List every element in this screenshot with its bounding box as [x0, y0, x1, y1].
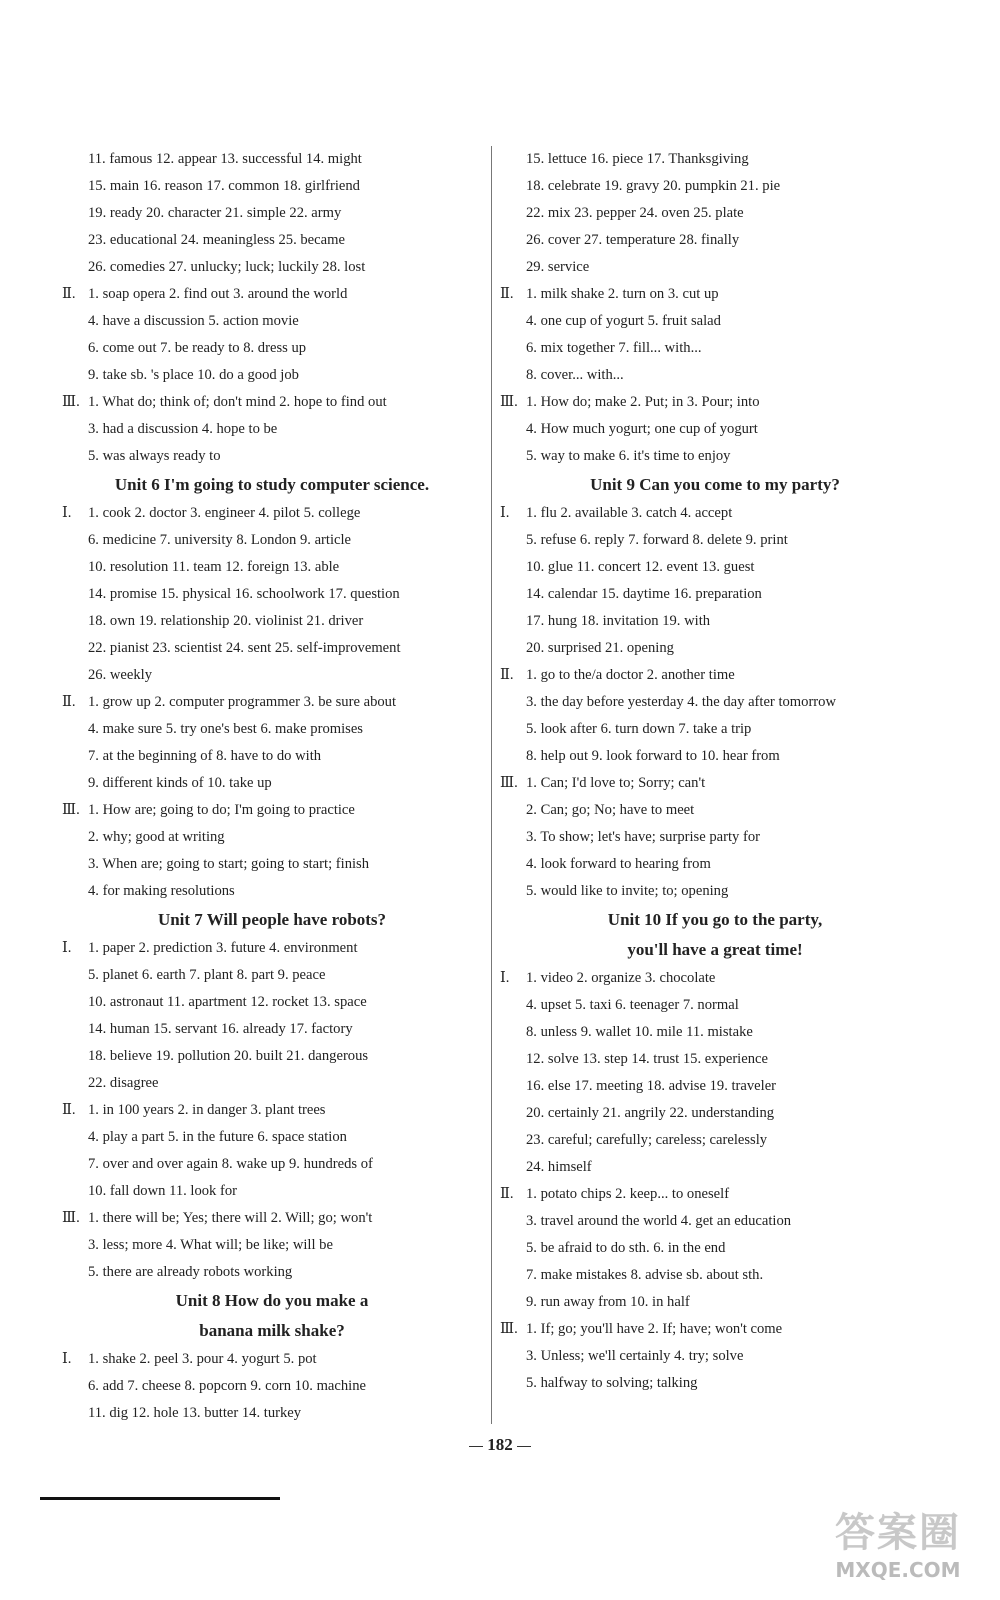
section-numeral: Ⅰ. [62, 940, 72, 956]
answer-line: 26. cover 27. temperature 28. finally [526, 232, 740, 248]
right-answer-column [500, 146, 930, 1397]
page-number-dash-right [517, 1446, 531, 1447]
section-line [62, 797, 482, 824]
section-line [62, 500, 482, 527]
answer-line: 24. himself [526, 1159, 592, 1175]
answer-text: 1. potato chips 2. keep... to oneself [526, 1186, 730, 1202]
answer-line: 10. fall down 11. look for [88, 1183, 238, 1199]
answer-line: 18. celebrate 19. gravy 20. pumpkin 21. pie [526, 178, 781, 194]
answer-line: 14. calendar 15. daytime 16. preparation [526, 586, 762, 602]
section-line [500, 770, 930, 797]
answer-text: 1. flu 2. available 3. catch 4. accept [526, 505, 733, 521]
answer-line: 5. there are already robots working [88, 1264, 293, 1280]
footer-rule [40, 1497, 280, 1500]
answer-line: 5. was always ready to [88, 448, 221, 464]
answer-line: 22. pianist 23. scientist 24. sent 25. self-improvement [88, 640, 401, 656]
answer-line: 5. way to make 6. it's time to enjoy [526, 448, 731, 464]
section-numeral: Ⅲ. [500, 775, 518, 791]
answer-text: 1. paper 2. prediction 3. future 4. environment [88, 940, 358, 956]
section-numeral: Ⅲ. [62, 802, 80, 818]
section-numeral: Ⅰ. [500, 505, 510, 521]
section-line [500, 281, 930, 308]
section-numeral: Ⅲ. [500, 394, 518, 410]
answer-text: 1. grow up 2. computer programmer 3. be sure about [88, 694, 397, 710]
answer-text: 1. go to the/a doctor 2. another time [526, 667, 735, 683]
answer-line: 15. lettuce 16. piece 17. Thanksgiving [526, 151, 749, 167]
answer-line: 18. believe 19. pollution 20. built 21. dangerous [88, 1048, 369, 1064]
section-line [62, 389, 482, 416]
answer-text: 1. video 2. organize 3. chocolate [526, 970, 716, 986]
answer-line: 8. cover... with... [526, 367, 624, 383]
answer-line: 9. run away from 10. in half [526, 1294, 690, 1310]
section-line [500, 662, 930, 689]
section-numeral: Ⅲ. [62, 394, 80, 410]
answer-line: 19. ready 20. character 21. simple 22. army [88, 205, 342, 221]
answer-line: 4. upset 5. taxi 6. teenager 7. normal [526, 997, 739, 1013]
answer-line: 3. travel around the world 4. get an education [526, 1213, 792, 1229]
answer-line: 7. make mistakes 8. advise sb. about sth. [526, 1267, 764, 1283]
answer-line: 6. medicine 7. university 8. London 9. article [88, 532, 352, 548]
answer-line: 10. resolution 11. team 12. foreign 13. able [88, 559, 340, 575]
answer-line: 23. educational 24. meaningless 25. became [88, 232, 345, 248]
section-numeral: Ⅱ. [62, 1102, 76, 1118]
answer-line: 18. own 19. relationship 20. violinist 21. driver [88, 613, 364, 629]
answer-line: 2. why; good at writing [88, 829, 225, 845]
watermark-logo-text: 答案圈 [835, 1510, 961, 1556]
answer-line: 12. solve 13. step 14. trust 15. experience [526, 1051, 768, 1067]
answer-line: 5. be afraid to do sth. 6. in the end [526, 1240, 726, 1256]
answer-text: 1. cook 2. doctor 3. engineer 4. pilot 5. college [88, 505, 361, 521]
answer-line: 5. refuse 6. reply 7. forward 8. delete 9. print [526, 532, 788, 548]
section-numeral: Ⅱ. [62, 286, 76, 302]
answer-line: 4. one cup of yogurt 5. fruit salad [526, 313, 721, 329]
answer-line: 14. human 15. servant 16. already 17. factory [88, 1021, 353, 1037]
answer-line: 26. comedies 27. unlucky; luck; luckily 28. lost [88, 259, 366, 275]
answer-line: 26. weekly [88, 667, 153, 683]
answer-line: 2. Can; go; No; have to meet [526, 802, 695, 818]
unit-title: Unit 8 How do you make a [175, 1291, 369, 1310]
answer-line: 8. help out 9. look forward to 10. hear from [526, 748, 780, 764]
unit-title: Unit 7 Will people have robots? [157, 910, 387, 929]
answer-line: 9. take sb. 's place 10. do a good job [88, 367, 299, 383]
answer-text: 1. How are; going to do; I'm going to practice [88, 802, 355, 818]
answer-line: 16. else 17. meeting 18. advise 19. traveler [526, 1078, 777, 1094]
answer-line: 3. To show; let's have; surprise party for [526, 829, 760, 845]
answer-text: 1. If; go; you'll have 2. If; have; won't come [526, 1321, 783, 1337]
section-line [500, 1181, 930, 1208]
section-line [500, 389, 930, 416]
answer-line: 10. astronaut 11. apartment 12. rocket 13. space [88, 994, 367, 1010]
left-answer-column [62, 146, 482, 1427]
unit-title: Unit 9 Can you come to my party? [590, 475, 840, 494]
answer-line: 3. less; more 4. What will; be like; will be [88, 1237, 333, 1253]
section-numeral: Ⅰ. [500, 970, 510, 986]
section-line [62, 281, 482, 308]
answer-line: 5. look after 6. turn down 7. take a trip [526, 721, 752, 737]
answer-line: 20. surprised 21. opening [526, 640, 674, 656]
watermark-logo [818, 1508, 978, 1590]
section-numeral: Ⅰ. [62, 1351, 72, 1367]
answer-text: 1. What do; think of; don't mind 2. hope to find out [88, 394, 387, 410]
section-numeral: Ⅱ. [500, 286, 514, 302]
unit-title: banana milk shake? [199, 1321, 345, 1340]
answer-line: 4. How much yogurt; one cup of yogurt [526, 421, 758, 437]
answer-text: 1. soap opera 2. find out 3. around the world [88, 286, 348, 302]
answer-line: 15. main 16. reason 17. common 18. girlfriend [88, 178, 360, 194]
answer-line: 3. the day before yesterday 4. the day after tomorrow [526, 694, 836, 710]
section-line [500, 1316, 930, 1343]
section-line [62, 1097, 482, 1124]
answer-text: 1. How do; make 2. Put; in 3. Pour; into [526, 394, 760, 410]
answer-line: 6. add 7. cheese 8. popcorn 9. corn 10. machine [88, 1378, 367, 1394]
answer-line: 7. at the beginning of 8. have to do with [88, 748, 322, 764]
answer-line: 22. disagree [88, 1075, 159, 1091]
page-number [0, 1435, 1000, 1455]
answer-text: 1. in 100 years 2. in danger 3. plant trees [88, 1102, 326, 1118]
section-line [62, 1346, 482, 1373]
section-numeral: Ⅱ. [500, 667, 514, 683]
watermark-url: MXQE.COM [835, 1558, 961, 1582]
answer-line: 4. play a part 5. in the future 6. space station [88, 1129, 347, 1145]
section-numeral: Ⅱ. [62, 694, 76, 710]
answer-line: 4. for making resolutions [88, 883, 235, 899]
answer-line: 4. have a discussion 5. action movie [88, 313, 299, 329]
answer-line: 3. Unless; we'll certainly 4. try; solve [526, 1348, 744, 1364]
answer-line: 4. make sure 5. try one's best 6. make promises [88, 721, 363, 737]
answer-line: 5. halfway to solving; talking [526, 1375, 698, 1391]
answer-line: 8. unless 9. wallet 10. mile 11. mistake [526, 1024, 753, 1040]
answer-line: 6. mix together 7. fill... with... [526, 340, 702, 356]
section-line [62, 689, 482, 716]
page-number-text: 182 [487, 1435, 513, 1454]
section-numeral: Ⅰ. [62, 505, 72, 521]
section-line [500, 500, 930, 527]
section-line [62, 1205, 482, 1232]
answer-line: 4. look forward to hearing from [526, 856, 711, 872]
answer-line: 11. dig 12. hole 13. butter 14. turkey [88, 1405, 302, 1421]
answer-line: 10. glue 11. concert 12. event 13. guest [526, 559, 755, 575]
answer-line: 29. service [526, 259, 590, 275]
answer-line: 11. famous 12. appear 13. successful 14. might [88, 151, 362, 167]
answer-line: 14. promise 15. physical 16. schoolwork 17. question [88, 586, 400, 602]
answer-line: 7. over and over again 8. wake up 9. hundreds of [88, 1156, 373, 1172]
answer-line: 22. mix 23. pepper 24. oven 25. plate [526, 205, 744, 221]
answer-line: 20. certainly 21. angrily 22. understanding [526, 1105, 775, 1121]
section-numeral: Ⅲ. [62, 1210, 80, 1226]
unit-title: Unit 10 If you go to the party, [607, 910, 823, 929]
answer-text: 1. milk shake 2. turn on 3. cut up [526, 286, 719, 302]
answer-line: 3. When are; going to start; going to start; finish [88, 856, 370, 872]
section-line [62, 935, 482, 962]
section-line [500, 965, 930, 992]
answer-text: 1. shake 2. peel 3. pour 4. yogurt 5. pot [88, 1351, 317, 1367]
answer-text: 1. there will be; Yes; there will 2. Will; go; won't [88, 1210, 373, 1226]
answer-line: 5. would like to invite; to; opening [526, 883, 729, 899]
page-number-dash-left [469, 1446, 483, 1447]
answer-line: 5. planet 6. earth 7. plant 8. part 9. peace [88, 967, 326, 983]
answer-line: 9. different kinds of 10. take up [88, 775, 272, 791]
answer-line: 6. come out 7. be ready to 8. dress up [88, 340, 307, 356]
section-numeral: Ⅲ. [500, 1321, 518, 1337]
answer-line: 23. careful; carefully; careless; carelessly [526, 1132, 768, 1148]
answer-line: 17. hung 18. invitation 19. with [526, 613, 711, 629]
answer-line: 3. had a discussion 4. hope to be [88, 421, 278, 437]
column-divider [491, 146, 492, 1424]
section-numeral: Ⅱ. [500, 1186, 514, 1202]
unit-title: you'll have a great time! [627, 940, 803, 959]
answer-text: 1. Can; I'd love to; Sorry; can't [526, 775, 706, 791]
unit-title: Unit 6 I'm going to study computer science. [114, 475, 430, 494]
